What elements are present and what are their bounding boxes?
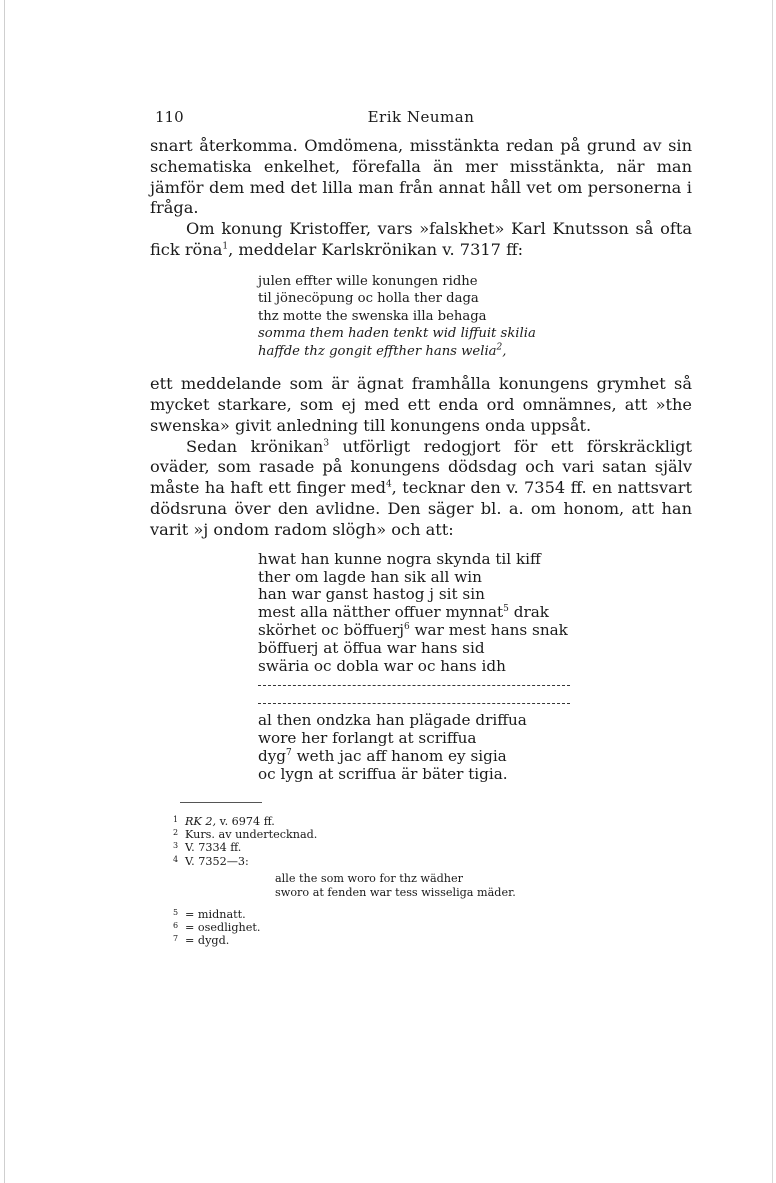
- paragraph-4-text-b: utförligt redogjort för ett förskräckligt oväder, som rasade på konungens dödsdag och vari satan själv måste ha haft ett finger med: [150, 436, 692, 498]
- footnotes: [173, 815, 692, 948]
- verse-line-text: war mest hans snak: [409, 621, 568, 640]
- footnote-4: [173, 855, 692, 868]
- verse-line: al then ondzka han plägade driffua: [258, 711, 527, 729]
- footnote-verse-line: sworo at fenden war tess wisseliga mäder.: [275, 885, 516, 899]
- footnote-mark: 3: [173, 841, 179, 851]
- verse-line-italic: [258, 343, 692, 361]
- paragraph-4-text-a: Sedan krönikan: [186, 436, 324, 456]
- main-text: [150, 136, 692, 784]
- footnote-text: V. 7334 ff.: [185, 841, 242, 855]
- footnote-text: = osedlighet.: [185, 921, 261, 935]
- footnote-5: [173, 908, 692, 921]
- footnote-ref-5: 5: [503, 604, 509, 615]
- footnote-text: Kurs. av undertecknad.: [185, 827, 318, 841]
- footnote-rule: [180, 802, 262, 803]
- footnote-ref-3: 3: [323, 438, 330, 449]
- paragraph-2-text-a: Om konung Kristoffer, vars »falskhet» Karl Knutsson så ofta fick röna: [150, 219, 692, 259]
- verse-line-text: haffde thz gongit effther hans welia: [258, 343, 497, 359]
- footnote-text: v. 6974 ff.: [216, 814, 275, 828]
- verse-line: thz motte the swenska illa behaga: [258, 308, 487, 324]
- footnote-1: [173, 815, 692, 828]
- footnote-6: [173, 921, 692, 934]
- verse-line-text: weth jac aff hanom ey sigia: [291, 746, 507, 765]
- footnote-mark: 5: [173, 907, 179, 917]
- paragraph-1: snart återkomma. Omdömena, misstänkta redan på grund av sin schematiska enkelhet, förefalla än mer misstänkta, när man jämför dem med det lilla man från annat håll vet om personerna i fråga.: [150, 136, 692, 218]
- verse-quote-2: [258, 551, 692, 784]
- verse-line-end: ,: [502, 343, 507, 359]
- footnote-2: [173, 828, 692, 841]
- book-page: [150, 100, 692, 948]
- omission-dash-line: [258, 694, 692, 712]
- footnote-text: = dygd.: [185, 934, 230, 948]
- footnote-mark: 4: [173, 854, 179, 864]
- verse-line: ther om lagde han sik all win: [258, 567, 482, 586]
- footnote-3: [173, 841, 692, 854]
- footnote-mark: 1: [173, 814, 179, 824]
- footnote-4-verse: [275, 872, 692, 900]
- page-number: 110: [155, 108, 184, 126]
- footnote-ref-7: 7: [286, 747, 292, 758]
- page-header: [150, 100, 692, 126]
- footnote-text: V. 7352—3:: [185, 854, 249, 868]
- footnote-verse-line: alle the som woro for thz wädher: [275, 871, 463, 885]
- verse-line: oc lygn at scriffua är bäter tigia.: [258, 764, 508, 783]
- footnote-mark: 6: [173, 921, 179, 931]
- footnote-mark: 2: [173, 827, 179, 837]
- verse-line-text: drak: [508, 603, 549, 622]
- verse-quote-1: [258, 273, 692, 361]
- footnote-ref-1: 1: [222, 241, 229, 252]
- footnote-ref-6: 6: [403, 622, 410, 633]
- verse-line-text: dyg: [258, 746, 287, 765]
- footnote-text: = midnatt.: [185, 907, 246, 921]
- verse-line-text: skörhet oc böffuerj: [258, 621, 404, 640]
- paragraph-2-text-b: , meddelar Karlskrönikan v. 7317 ff:: [228, 239, 524, 259]
- footnote-mark: 7: [173, 934, 179, 944]
- verse-line: han war ganst hastog j sit sin: [258, 585, 485, 604]
- paragraph-2: [150, 219, 692, 261]
- footnote-ref-4: 4: [385, 479, 392, 490]
- footnote-ref-italic: RK 2,: [185, 814, 217, 828]
- omission-dash-line: [258, 676, 692, 694]
- verse-line: [258, 622, 692, 640]
- paragraph-3: ett meddelande som är ägnat framhålla konungens grymhet så mycket starkare, som ej med ett enda ord omnämnes, att »the swenska» givit anledning till konungens onda uppsåt.: [150, 374, 692, 435]
- verse-line: böffuerj at öffua war hans sid: [258, 639, 485, 658]
- scan-edge-left: [4, 0, 5, 1183]
- verse-line-italic: somma them haden tenkt wid liffuit skilia: [258, 326, 536, 342]
- verse-line: [258, 604, 692, 622]
- verse-line: [258, 748, 692, 766]
- running-head: Erik Neuman: [367, 108, 475, 126]
- verse-line: til jönecöpung oc holla ther daga: [258, 291, 479, 307]
- verse-line: wore her forlangt at scriffua: [258, 728, 477, 747]
- verse-line-text: mest alla nätther offuer mynnat: [258, 603, 504, 622]
- footnote-7: [173, 934, 692, 947]
- paragraph-4-text-c: , tecknar den v. 7354 ff. en nattsvart dödsruna över den avlidne. Den säger bl. a. om honom, att han varit »j ondom radom slögh» och att:: [150, 478, 692, 539]
- paragraph-4: [150, 437, 692, 541]
- verse-line: hwat han kunne nogra skynda til kiff: [258, 549, 541, 568]
- footnote-ref-2: 2: [496, 342, 503, 353]
- scan-edge-right: [772, 0, 773, 1183]
- verse-line: swäria oc dobla war oc hans idh: [258, 657, 506, 676]
- verse-line: julen effter wille konungen ridhe: [258, 273, 478, 289]
